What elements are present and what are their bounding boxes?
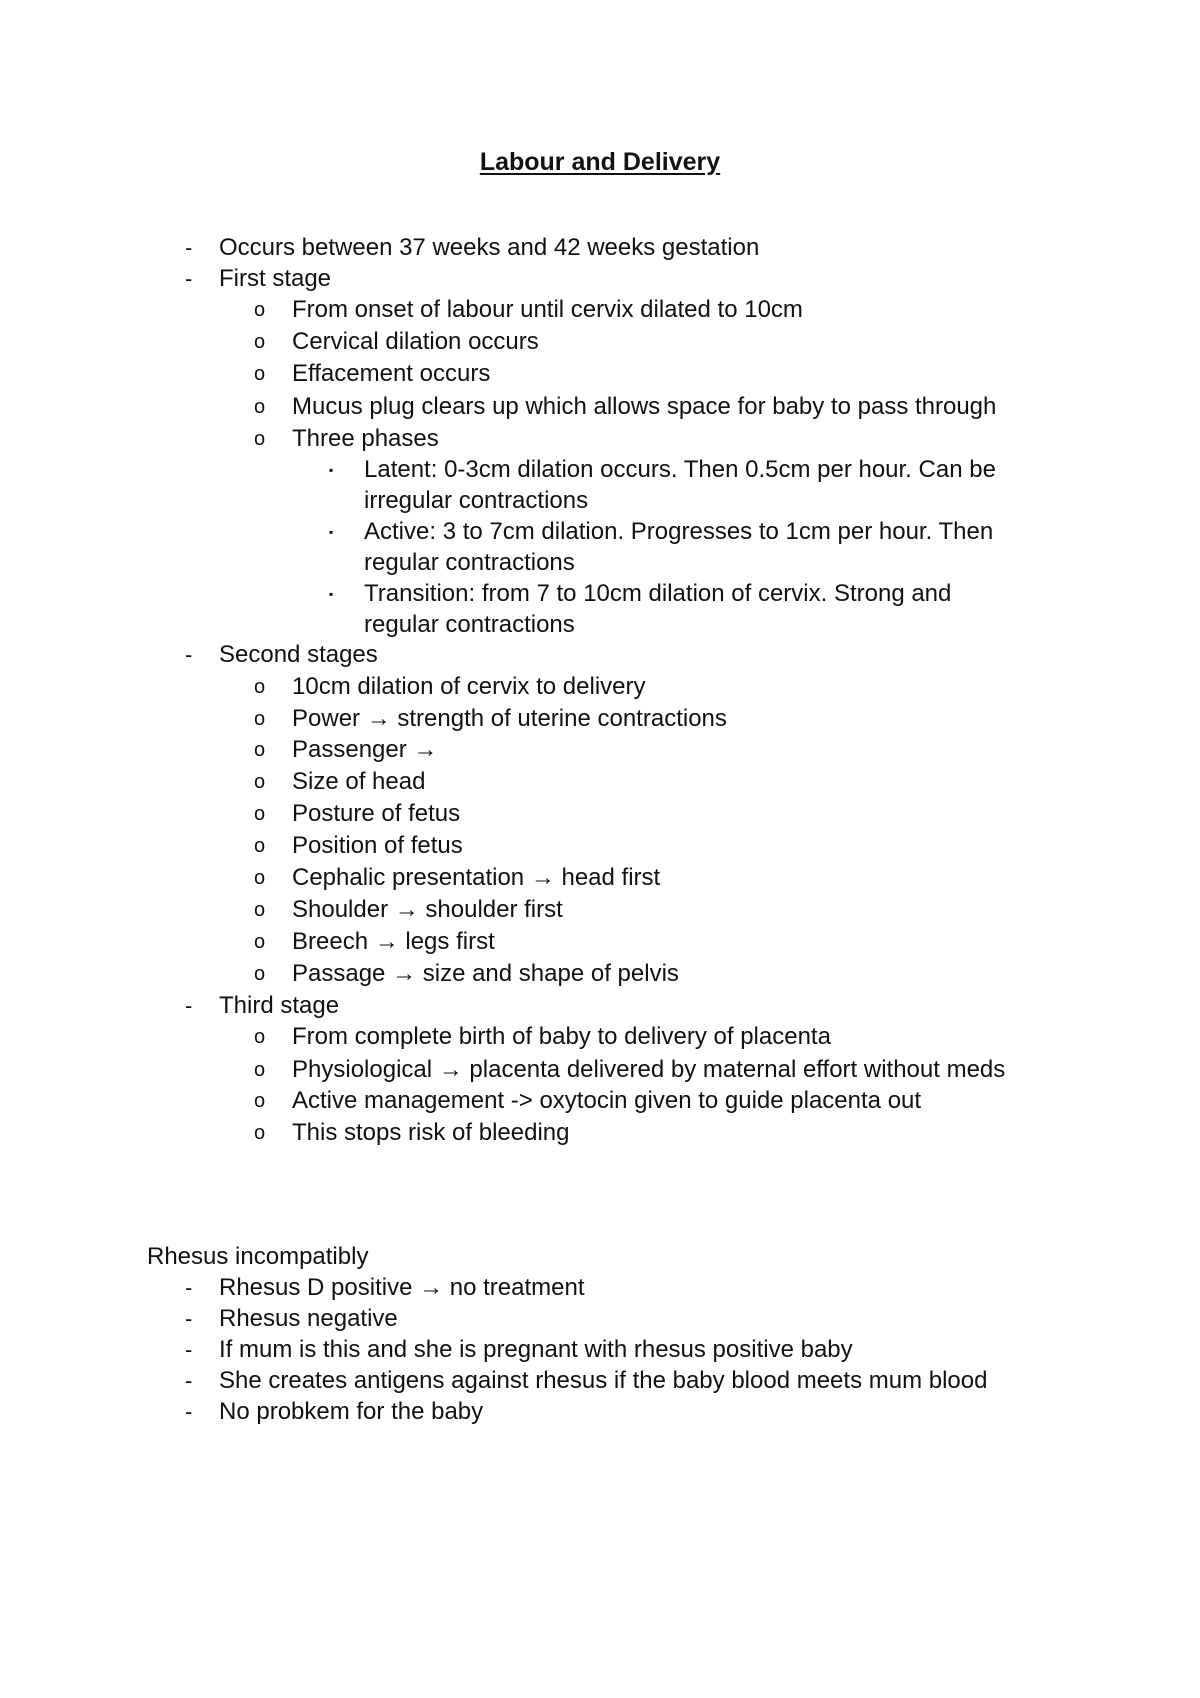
list-item-level2: Passage → size and shape of pelvis bbox=[292, 960, 679, 987]
list-item-level2: Breech → legs first bbox=[292, 928, 495, 955]
circle-bullet: o bbox=[254, 1122, 266, 1144]
circle-bullet: o bbox=[254, 803, 266, 825]
circle-bullet: o bbox=[254, 1059, 266, 1081]
list-item-level2: Three phases bbox=[292, 425, 439, 452]
list-item-level3: Transition: from 7 to 10cm dilation of cervix. Strong and bbox=[364, 580, 952, 607]
section-heading-rhesus: Rhesus incompatibly bbox=[147, 1243, 369, 1270]
document-title: Labour and Delivery bbox=[479, 148, 721, 176]
circle-bullet: o bbox=[254, 899, 266, 921]
circle-bullet: o bbox=[254, 1090, 266, 1112]
list-item-level3: Latent: 0-3cm dilation occurs. Then 0.5cm per hour. Can be bbox=[364, 456, 996, 483]
list-item-level2: 10cm dilation of cervix to delivery bbox=[292, 673, 646, 700]
list-item-level2: Shoulder → shoulder first bbox=[292, 896, 563, 923]
circle-bullet: o bbox=[254, 676, 266, 698]
dash-bullet: - bbox=[185, 1368, 193, 1393]
circle-bullet: o bbox=[254, 299, 266, 321]
circle-bullet: o bbox=[254, 739, 266, 761]
list-item-level2: Cervical dilation occurs bbox=[292, 328, 539, 355]
dash-bullet: - bbox=[185, 1399, 193, 1424]
list-item-level2: From onset of labour until cervix dilated to 10cm bbox=[292, 296, 803, 323]
list-item-level1: Second stages bbox=[219, 641, 378, 668]
circle-bullet: o bbox=[254, 1026, 266, 1048]
dash-bullet: - bbox=[185, 1337, 193, 1362]
list-item-level2: Physiological → placenta delivered by maternal effort without meds bbox=[292, 1056, 1006, 1083]
list-item-level1: First stage bbox=[219, 265, 332, 292]
dash-bullet: - bbox=[185, 235, 193, 260]
list-item-continuation: regular contractions bbox=[364, 549, 575, 576]
dash-bullet: - bbox=[185, 1275, 193, 1300]
list-item-continuation: irregular contractions bbox=[364, 487, 589, 514]
dash-bullet: - bbox=[185, 266, 193, 291]
list-item-continuation: regular contractions bbox=[364, 611, 575, 638]
dash-bullet: - bbox=[185, 993, 193, 1018]
list-item-rhesus: No probkem for the baby bbox=[219, 1398, 484, 1425]
list-item-rhesus: If mum is this and she is pregnant with rhesus positive baby bbox=[219, 1336, 853, 1363]
circle-bullet: o bbox=[254, 867, 266, 889]
circle-bullet: o bbox=[254, 428, 266, 450]
list-item-rhesus: She creates antigens against rhesus if the baby blood meets mum blood bbox=[219, 1367, 988, 1394]
circle-bullet: o bbox=[254, 931, 266, 953]
circle-bullet: o bbox=[254, 708, 266, 730]
list-item-level2: From complete birth of baby to delivery of placenta bbox=[292, 1023, 831, 1050]
list-item-level1: Third stage bbox=[219, 992, 340, 1019]
square-bullet: ▪ bbox=[329, 587, 334, 601]
list-item-rhesus: Rhesus D positive → no treatment bbox=[219, 1274, 585, 1301]
square-bullet: ▪ bbox=[329, 525, 334, 539]
list-item-level2: This stops risk of bleeding bbox=[292, 1119, 570, 1146]
circle-bullet: o bbox=[254, 963, 266, 985]
square-bullet: ▪ bbox=[329, 463, 334, 477]
list-item-level2: Size of head bbox=[292, 768, 426, 795]
list-item-level2: Position of fetus bbox=[292, 832, 463, 859]
dash-bullet: - bbox=[185, 642, 193, 667]
circle-bullet: o bbox=[254, 771, 266, 793]
list-item-level2: Active management -> oxytocin given to guide placenta out bbox=[292, 1087, 922, 1114]
dash-bullet: - bbox=[185, 1306, 193, 1331]
list-item-level2: Cephalic presentation → head first bbox=[292, 864, 661, 891]
list-item-level2: Passenger → bbox=[292, 736, 438, 763]
list-item-level2: Posture of fetus bbox=[292, 800, 461, 827]
circle-bullet: o bbox=[254, 835, 266, 857]
list-item-level2: Effacement occurs bbox=[292, 360, 491, 387]
list-item-level3: Active: 3 to 7cm dilation. Progresses to 1cm per hour. Then bbox=[364, 518, 994, 545]
list-item-level2: Power → strength of uterine contractions bbox=[292, 705, 727, 732]
list-item-level1: Occurs between 37 weeks and 42 weeks gestation bbox=[219, 234, 760, 261]
circle-bullet: o bbox=[254, 363, 266, 385]
circle-bullet: o bbox=[254, 331, 266, 353]
list-item-level2: Mucus plug clears up which allows space for baby to pass through bbox=[292, 393, 997, 420]
list-item-rhesus: Rhesus negative bbox=[219, 1305, 398, 1332]
circle-bullet: o bbox=[254, 396, 266, 418]
